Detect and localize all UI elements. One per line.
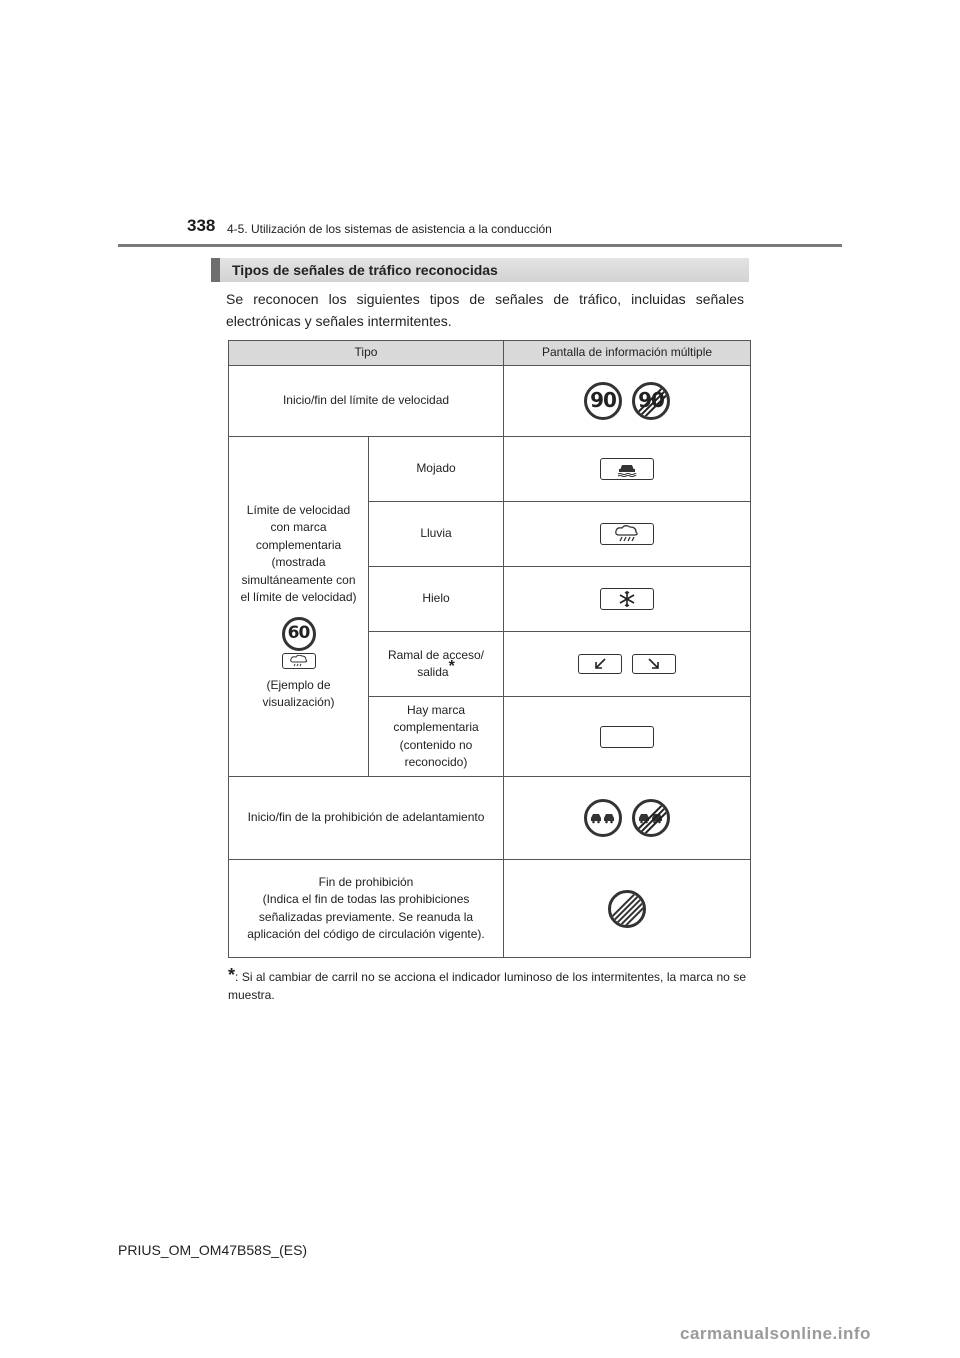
row-label-unrecognized: Hay marca complementaria (contenido no reconocido) [369, 697, 504, 777]
blank-plate-icon [600, 726, 654, 748]
end-slash-icon [613, 893, 646, 927]
row-label-rain: Lluvia [369, 502, 504, 567]
display-cell [504, 567, 751, 632]
no-overtaking-end-sign-icon [632, 799, 670, 837]
end-of-prohibition-note: (Indica el fin de todas las prohibiciones señalizadas previamente. Se reanuda la aplicación del código de circulación vigente). [247, 892, 485, 941]
complementary-group-label: Límite de velocidad con marca complementaria (mostrada simultáneamente con el límite de velocidad) [240, 502, 357, 604]
row-label-no-overtaking: Inicio/fin de la prohibición de adelantamiento [229, 777, 504, 860]
row-label-speed-limit: Inicio/fin del límite de velocidad [229, 366, 504, 437]
snowflake-icon [600, 588, 654, 610]
ramp-right-arrow-icon [632, 654, 676, 674]
display-cell [504, 502, 751, 567]
example-rain-plate-icon [282, 653, 316, 669]
display-cell [504, 777, 751, 860]
rain-cloud-icon [600, 523, 654, 545]
table-row [229, 437, 751, 502]
footnote-star: * [228, 965, 236, 985]
footnote-mark: * [448, 658, 455, 675]
table-header-row [229, 341, 751, 366]
table-row [229, 777, 751, 860]
cars-icon [590, 812, 616, 824]
complementary-group-cell [229, 437, 369, 777]
header-rule [118, 244, 842, 247]
footnote-text: : Si al cambiar de carril no se acciona el indicador luminoso de los intermitentes, la marca no se muestra. [228, 970, 746, 1002]
section-title: Tipos de señales de tráfico reconocidas [211, 258, 749, 282]
speed-limit-end-value: 90 [638, 388, 664, 413]
row-label-ice: Hielo [369, 567, 504, 632]
footnote [228, 966, 746, 1004]
document-code: PRIUS_OM_OM47B58S_(ES) [118, 1242, 308, 1258]
end-of-prohibition-title: Fin de prohibición [318, 874, 414, 889]
example-caption: (Ejemplo de visualización) [262, 677, 335, 709]
speed-limit-sign-icon [584, 382, 622, 420]
col-header-display: Pantalla de información múltiple [504, 341, 751, 366]
display-cell [504, 437, 751, 502]
running-header: 4-5. Utilización de los sistemas de asistencia a la conducción [227, 222, 552, 236]
end-of-prohibition-sign-icon [608, 890, 646, 928]
display-cell [504, 697, 751, 777]
speed-limit-end-sign-icon [632, 382, 670, 420]
ramp-left-arrow-icon [578, 654, 622, 674]
no-overtaking-sign-icon [584, 799, 622, 837]
display-cell [504, 366, 751, 437]
col-header-type: Tipo [229, 341, 504, 366]
page-number: 338 [187, 216, 216, 235]
speed-limit-value: 90 [590, 388, 616, 413]
row-label-end-of-prohibition [229, 860, 504, 958]
ramp-label-text: Ramal de acceso/ salida [387, 647, 485, 679]
rain-cloud-icon [289, 655, 309, 667]
example-display [237, 617, 360, 669]
table-row [229, 366, 751, 437]
row-label-wet: Mojado [369, 437, 504, 502]
sign-types-table [228, 340, 751, 958]
intro-paragraph: Se reconocen los siguientes tipos de señales de tráfico, incluidas señales electrónicas y señales intermitentes. [226, 291, 744, 329]
watermark: carmanualsonline.info [680, 1324, 871, 1343]
row-label-ramp [369, 632, 504, 697]
wet-road-icon [600, 458, 654, 480]
example-speed-value: 60 [287, 622, 310, 643]
example-speed-sign-icon [282, 617, 316, 651]
display-cell [504, 632, 751, 697]
table-row [229, 860, 751, 958]
display-cell [504, 860, 751, 958]
